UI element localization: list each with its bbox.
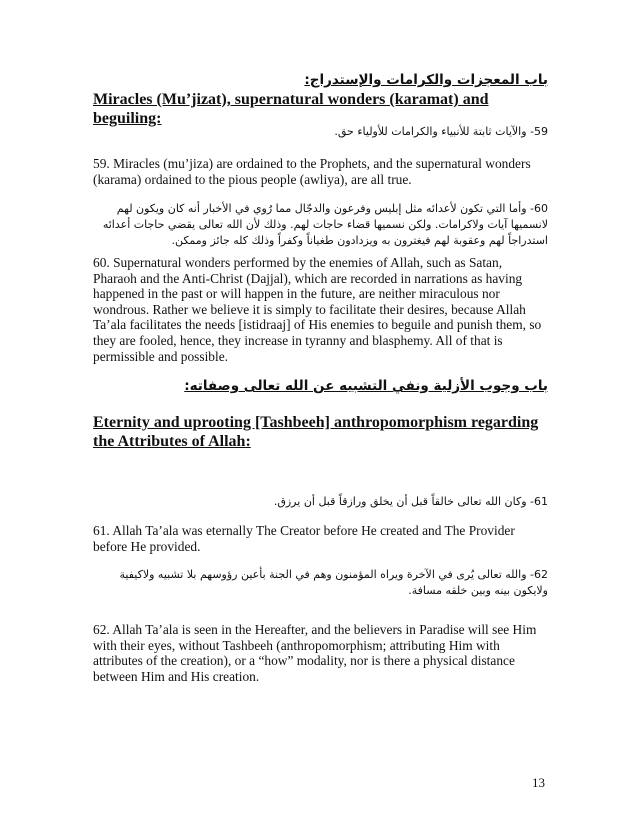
arabic-section-heading: باب المعجزات والكرامات والإستدراج: xyxy=(304,72,548,88)
arabic-paragraph-62: 62- والله تعالى يُرى في الآخرة ويراه المؤمنون وهم في الجنة بأعين رؤوسهم بلا تشبيه ولاكيفية ولايكون بينه وبين خلقه مسافة. xyxy=(119,568,548,597)
english-section-heading: Eternity and uprooting [Tashbeeh] anthropomorphism regarding the Attributes of Allah: xyxy=(93,414,539,450)
arabic-paragraph-60: 60- وأما التي تكون لأعدائه مثل إبليس وفرعون والدجّال مما رُوي في الأخبار أنه كان ويكون لهم لانسميها آيات ولاكرامات. ولكن نسميها قضاء حاجات لهم. وذلك لأن الله تعالى يقضي حاجات أعدائه استدراجاً لهم وعقوبة لهم فيغترون به ويزدادون طغياناً وكفراً وذلك كله جائز وممكن. xyxy=(102,202,548,247)
arabic-section-heading: باب وجوب الأزلية ونفي التشبيه عن الله تعالى وصفاته: xyxy=(184,378,548,394)
english-section-heading: Miracles (Mu’jizat), supernatural wonders (karamat) and beguiling: xyxy=(93,91,489,127)
arabic-paragraph-59: 59- والآيات ثابتة للأنبياء والكرامات للأولياء حق. xyxy=(334,125,548,138)
english-paragraph-59: 59. Miracles (mu’jiza) are ordained to the Prophets, and the supernatural wonders (karama) ordained to the pious people (awliya), are all true. xyxy=(93,156,531,187)
english-paragraph-62: 62. Allah Ta’ala is seen in the Hereafter, and the believers in Paradise will see Him with their eyes, without Tashbeeh (anthropomorphism; attributing Him with attributes of the creation), or a “how” modality, nor is there a physical distance between Him and His creation. xyxy=(93,622,537,684)
arabic-paragraph-61: 61- وكان الله تعالى خالقاً قبل أن يخلق ورازقاً قبل أن يرزق. xyxy=(273,495,548,508)
page-number: 13 xyxy=(532,775,545,790)
english-paragraph-60: 60. Supernatural wonders performed by the enemies of Allah, such as Satan, Pharaoh and the Anti-Christ (Dajjal), which are recorded in narrations as having happened in the past or will happen in the future, are neither miraculous nor wondrous. Rather we believe it is simply to facilitate their desires, because Allah Ta’ala facilitates the needs [istidraaj] of His enemies to beguile and punish them, so they are fooled, hence, they increase in tyranny and blasphemy. All of that is permissible and possible. xyxy=(93,255,542,364)
english-paragraph-61: 61. Allah Ta’ala was eternally The Creator before He created and The Provider before He provided. xyxy=(93,523,515,554)
